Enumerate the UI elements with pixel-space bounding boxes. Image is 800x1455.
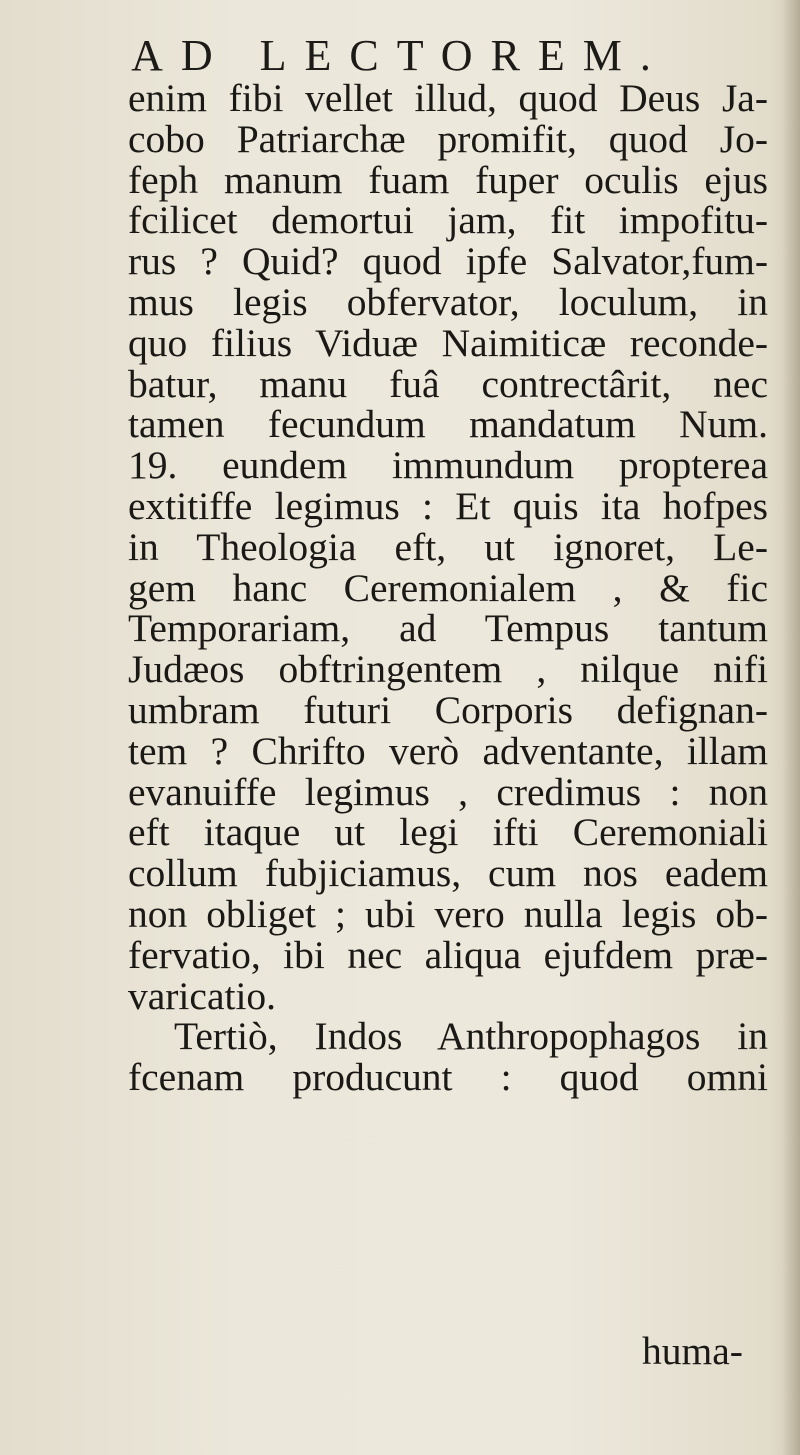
text-line: extitiffe legimus : Et quis ita hofpes (128, 483, 768, 528)
body-text (128, 78, 768, 1098)
page-gutter-shadow (782, 0, 800, 1455)
text-line: mus legis obfervator, loculum, in (128, 279, 768, 324)
text-line: gem hanc Ceremonialem , & fic (128, 565, 768, 610)
text-line: in Theologia eft, ut ignoret, Le- (128, 524, 768, 569)
text-line: varicatio. (128, 973, 277, 1018)
text-line: eft itaque ut legi ifti Ceremoniali (128, 810, 768, 855)
text-line: Judæos obftringentem , nilque nifi (128, 647, 768, 692)
text-line: tamen fecundum mandatum Num. (128, 402, 768, 447)
catchword: huma- (642, 1329, 743, 1373)
text-line: fcenam producunt : quod omni (128, 1055, 768, 1100)
text-line: quo filius Viduæ Naimiticæ reconde- (128, 320, 768, 365)
text-line: rus ? Quid? quod ipfe Salvator,fum- (128, 239, 768, 284)
text-line: Temporariam, ad Tempus tantum (128, 606, 768, 651)
text-line: cobo Patriarchæ promifit, quod Jo- (128, 116, 768, 161)
text-line: enim fibi vellet illud, quod Deus Ja- (128, 76, 768, 120)
running-head: AD LECTOREM. (131, 31, 669, 80)
text-line: feph manum fuam fuper oculis ejus (128, 157, 768, 202)
text-line: fervatio, ibi nec aliqua ejufdem præ- (128, 932, 768, 977)
text-line: batur, manu fuâ contrectârit, nec (128, 361, 768, 406)
text-line: tem ? Chrifto verò adventante, illam (128, 728, 768, 773)
text-line: Tertiò, Indos Anthropophagos in (174, 1014, 768, 1059)
text-line: evanuiffe legimus , credimus : non (128, 769, 768, 814)
text-line: umbram futuri Corporis defignan- (128, 687, 768, 732)
text-line: non obliget ; ubi vero nulla legis ob- (128, 891, 768, 936)
text-line: collum fubjiciamus, cum nos eadem (128, 851, 768, 896)
text-line: 19. eundem immundum propterea (128, 443, 768, 488)
text-line: fcilicet demortui jam, fit impofitu- (128, 198, 768, 243)
